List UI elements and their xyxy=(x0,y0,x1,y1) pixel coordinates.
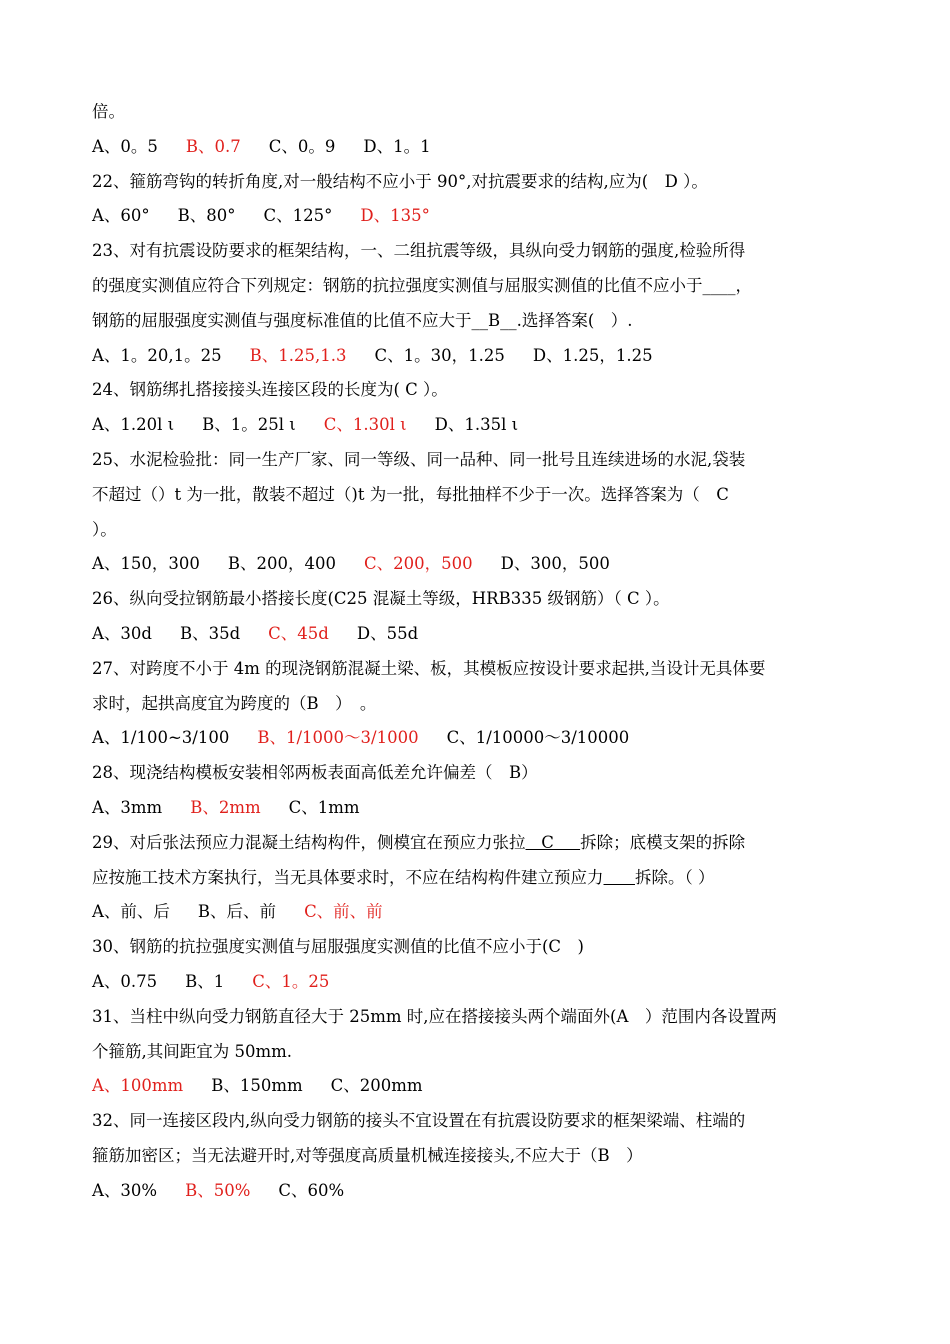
option-a: A、60° xyxy=(92,206,150,226)
options-26 xyxy=(92,617,867,652)
options-23 xyxy=(92,339,867,374)
question-30: 30、钢筋的抗拉强度实测值与屈服强度实测值的比值不应小于(C ) xyxy=(92,937,584,957)
option-c-correct: C、45d xyxy=(268,623,329,643)
options-21 xyxy=(92,130,867,165)
question-29-line-2 xyxy=(92,861,867,896)
option-d-correct: D、135° xyxy=(360,206,430,226)
question-27-line-2: 求时，起拱高度宜为跨度的（B ） 。 xyxy=(92,693,377,713)
option-c-correct: C、前、前 xyxy=(304,902,383,922)
question-29-line-1 xyxy=(92,826,867,861)
option-a: A、前、后 xyxy=(92,902,170,922)
question-21-tail: 倍。 xyxy=(92,102,125,121)
options-27 xyxy=(92,721,867,756)
question-23-line-2: 的强度实测值应符合下列规定：钢筋的抗拉强度实测值与屈服实测值的比值不应小于____， xyxy=(92,275,752,295)
options-31 xyxy=(92,1069,867,1104)
option-b: B、1。25l ι xyxy=(202,415,296,435)
question-25-line-2: 不超过（）t 为一批，散装不超过（)t 为一批，每批抽样不少于一次。选择答案为（ C xyxy=(92,484,729,504)
options-30 xyxy=(92,965,867,1000)
option-a: A、3mm xyxy=(92,797,163,817)
question-31-line-2: 个箍筋,其间距宜为 50mm. xyxy=(92,1041,293,1061)
question-23-line-3: 钢筋的屈服强度实测值与强度标准值的比值不应大于__B__.选择答案( ）. xyxy=(92,310,633,330)
option-b-correct: B、1.25,1.3 xyxy=(249,345,347,365)
option-b: B、200，400 xyxy=(227,554,337,574)
option-d: D、55d xyxy=(356,623,419,643)
options-22 xyxy=(92,199,867,234)
question-23-line-1: 23、对有抗震设防要求的框架结构，一、二组抗震等级，具纵向受力钢筋的强度,检验所得 xyxy=(92,241,746,261)
q29-text-a: 29、对后张法预应力混凝土结构构件，侧模宜在预应力张拉 xyxy=(92,832,526,852)
question-32-line-2: 箍筋加密区；当无法避开时,对等强度高质量机械连接接头,不应大于（B ） xyxy=(92,1145,643,1165)
options-32 xyxy=(92,1174,867,1209)
question-25-line-1: 25、水泥检验批：同一生产厂家、同一等级、同一品种、同一批号且连续进场的水泥,袋装 xyxy=(92,449,746,469)
option-a: A、1.20l ι xyxy=(92,415,175,435)
option-b: B、80° xyxy=(177,206,236,226)
option-b: B、150mm xyxy=(211,1076,303,1096)
option-a-correct: A、100mm xyxy=(92,1076,184,1096)
option-b-correct: B、0.7 xyxy=(185,136,241,156)
option-c: C、200mm xyxy=(330,1076,423,1096)
question-24: 24、钢筋绑扎搭接接头连接区段的长度为( C ）。 xyxy=(92,380,448,400)
question-22: 22、箍筋弯钩的转折角度,对一般结构不应小于 90°,对抗震要求的结构,应为( D ）。 xyxy=(92,171,708,191)
option-c-correct: C、200，500 xyxy=(364,554,473,574)
option-b-correct: B、1/1000～3/1000 xyxy=(257,728,419,748)
option-c-correct: C、1.30l ι xyxy=(323,415,407,435)
option-b: B、35d xyxy=(179,623,241,643)
option-c: C、1mm xyxy=(288,797,360,817)
q29-text-b: 拆除；底模支架的拆除 xyxy=(580,832,746,852)
q29-text-d: 拆除。（ ） xyxy=(634,867,715,887)
option-d: D、1.25，1.25 xyxy=(532,345,653,365)
document-page xyxy=(92,95,867,1209)
option-a: A、0。5 xyxy=(92,136,158,156)
option-c: C、1。30，1.25 xyxy=(374,345,505,365)
option-d: D、1.35l ι xyxy=(434,415,519,435)
question-32-line-1: 32、同一连接区段内,纵向受力钢筋的接头不宜设置在有抗震设防要求的框架梁端、柱端的 xyxy=(92,1111,746,1131)
q29-blank-2 xyxy=(604,868,635,887)
option-b: B、1 xyxy=(185,971,225,991)
option-b-correct: B、50% xyxy=(185,1180,251,1200)
question-26: 26、纵向受拉钢筋最小搭接长度(C25 混凝土等级，HRB335 级钢筋）（ C ）。 xyxy=(92,589,670,609)
question-25-line-3: ）。 xyxy=(92,519,117,539)
option-a: A、30d xyxy=(92,623,152,643)
option-a: A、0.75 xyxy=(92,971,158,991)
option-b-correct: B、2mm xyxy=(190,797,261,817)
option-a: A、150，300 xyxy=(92,554,200,574)
question-28: 28、现浇结构模板安装相邻两板表面高低差允许偏差（ B） xyxy=(92,763,538,783)
option-d: D、1。1 xyxy=(363,136,431,156)
option-c-correct: C、1。25 xyxy=(252,971,330,991)
option-d: D、300，500 xyxy=(500,554,610,574)
option-c: C、60% xyxy=(278,1180,345,1200)
option-c: C、0。9 xyxy=(268,136,336,156)
options-29 xyxy=(92,895,867,930)
options-28 xyxy=(92,791,867,826)
option-c: C、1/10000～3/10000 xyxy=(446,728,630,748)
option-a: A、1/100~3/100 xyxy=(92,728,230,748)
option-a: A、1。20,1。25 xyxy=(92,345,222,365)
question-31-line-1: 31、当柱中纵向受力钢筋直径大于 25mm 时,应在搭接接头两个端面外(A ）范围内各设置两 xyxy=(92,1006,777,1026)
options-24 xyxy=(92,408,867,443)
q29-blank-1: C xyxy=(525,832,581,852)
q29-text-c: 应按施工技术方案执行，当无具体要求时，不应在结构构件建立预应力 xyxy=(92,867,604,887)
options-25 xyxy=(92,547,867,582)
option-c: C、125° xyxy=(263,206,333,226)
question-27-line-1: 27、对跨度不小于 4m 的现浇钢筋混凝土梁、板，其模板应按设计要求起拱,当设计无具体要 xyxy=(92,658,766,678)
option-a: A、30% xyxy=(92,1180,158,1200)
option-b: B、后、前 xyxy=(197,902,277,922)
